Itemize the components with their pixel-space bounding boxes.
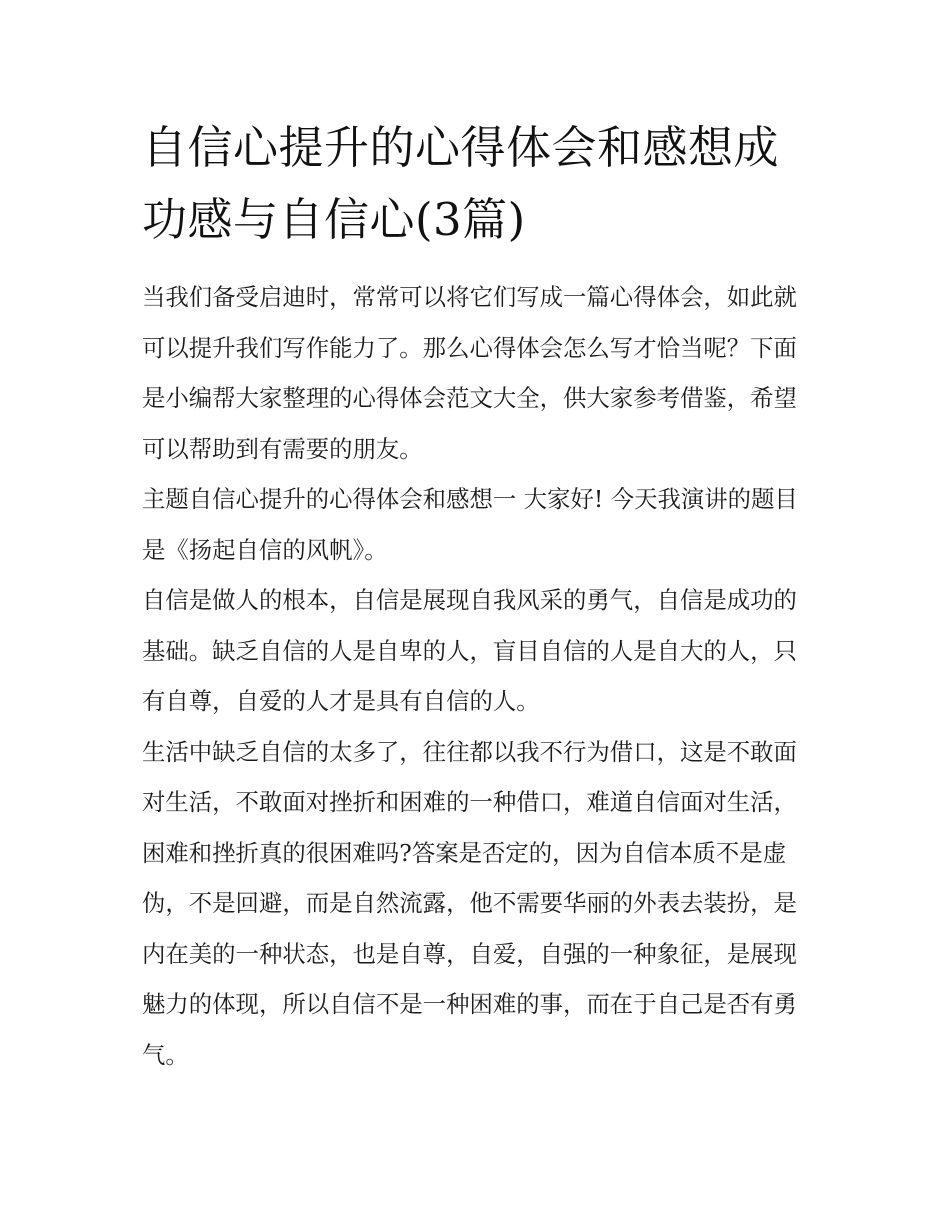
paragraph-intro: 当我们备受启迪时，常常可以将它们写成一篇心得体会，如此就可以提升我们写作能力了。那么心得体会怎么写才恰当呢？下面是小编帮大家整理的心得体会范文大全，供大家参考借鉴，希望可以帮助到有需要的朋友。 — [142, 283, 797, 463]
paragraph-confidence-foundation: 自信是做人的根本，自信是展现自我风采的勇气，自信是成功的基础。缺乏自信的人是自卑的人，盲目自信的人是自大的人，只有自尊，自爱的人才是具有自信的人。 — [142, 586, 797, 715]
document-title: 自信心提升的心得体会和感想成功感与自信心(3篇) — [142, 121, 780, 246]
paragraph-lack-of-confidence: 生活中缺乏自信的太多了，往往都以我不行为借口，这是不敢面对生活，不敢面对挫折和困难的一种借口，难道自信面对生活，困难和挫折真的很困难吗?答案是否定的，因为自信本质不是虚伪，不是回避，而是自然流露，他不需要华丽的外表去装扮，是内在美的一种状态，也是自尊，自爱，自强的一种象征，是展现魅力的体现，所以自信不是一种困难的事，而在于自己是否有勇气。 — [142, 737, 797, 1069]
paragraph-speech-opening: 主题自信心提升的心得体会和感想一 大家好! 今天我演讲的题目是《扬起自信的风帆》。 — [142, 485, 798, 564]
